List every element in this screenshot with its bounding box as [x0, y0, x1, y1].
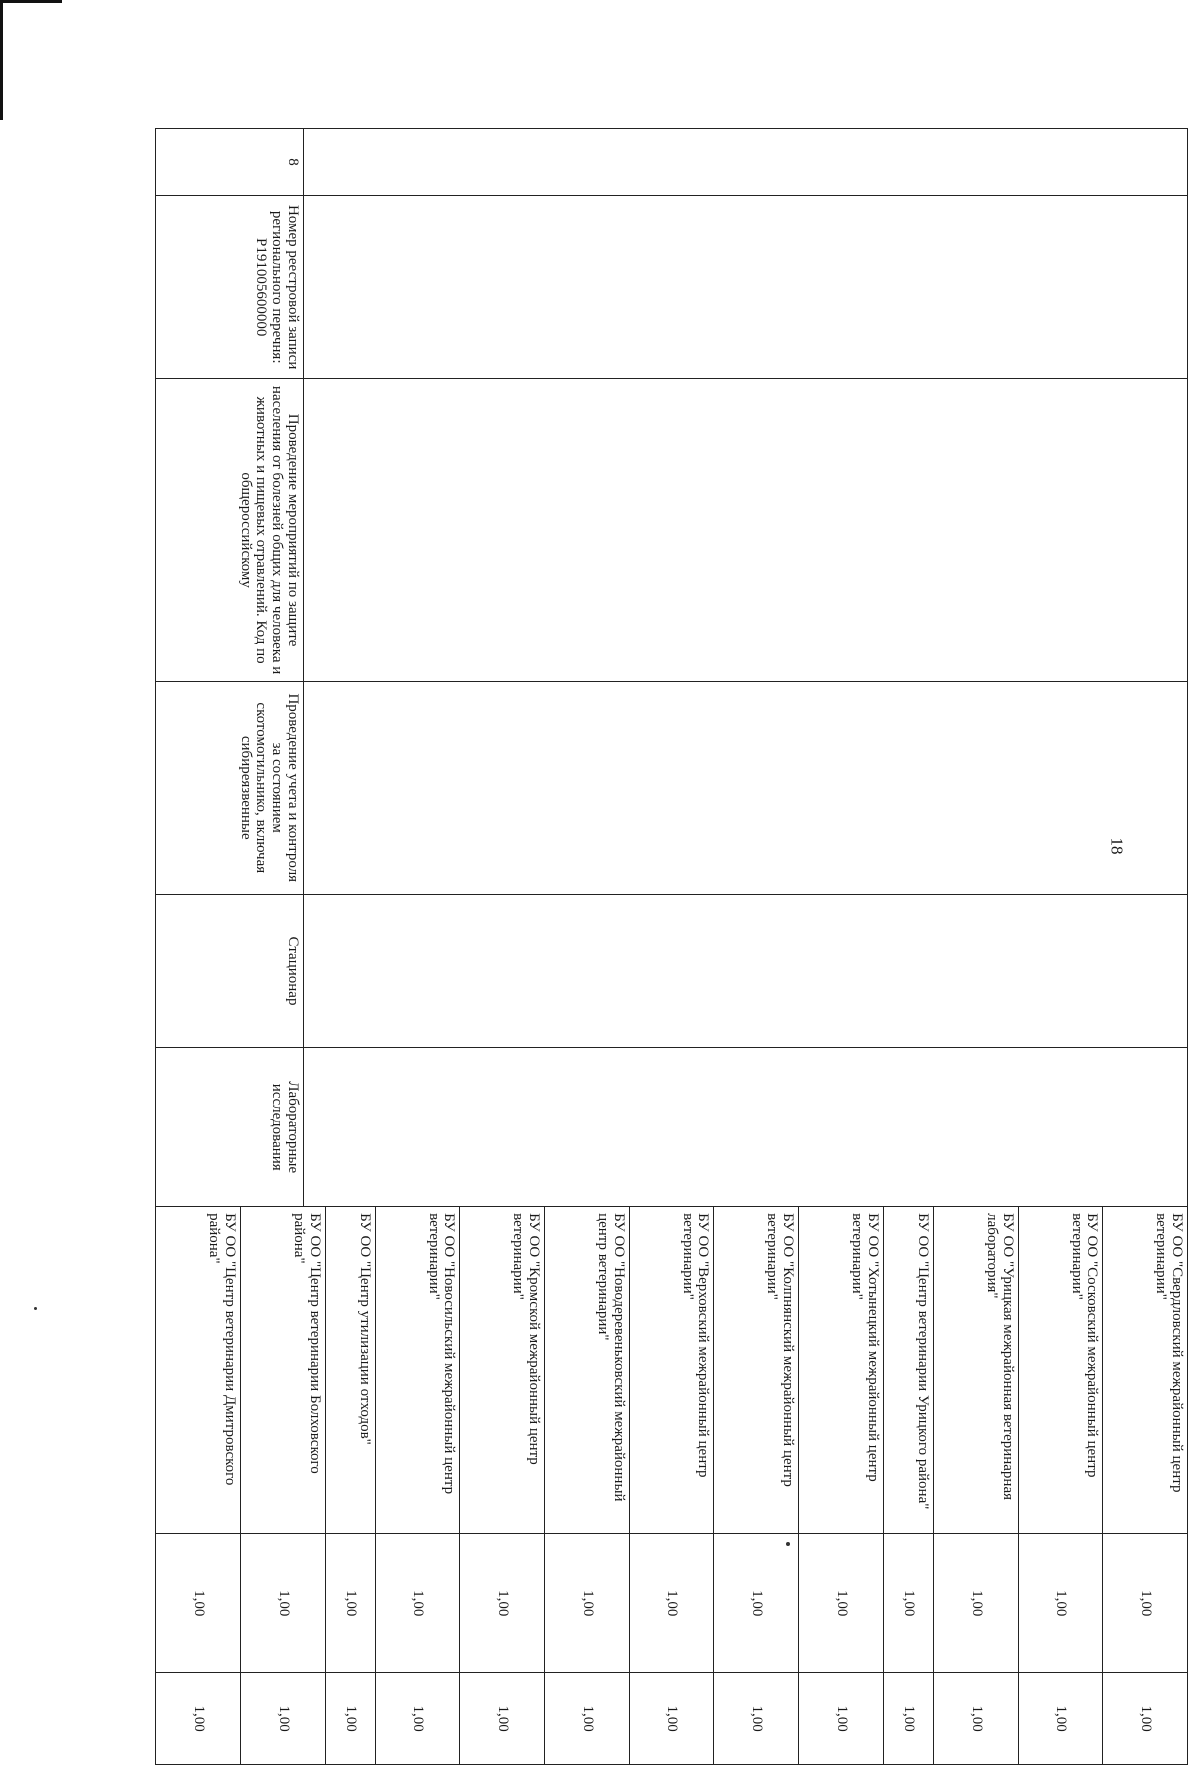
value-cell-1: 1,00 — [460, 1534, 545, 1673]
scan-corner-mark-horizontal — [0, 0, 62, 3]
value-cell-2: 1,00 — [629, 1673, 714, 1765]
value-cell-2: 1,00 — [545, 1673, 630, 1765]
organization-cell: БУ ОО "Центр утилизации отходов" — [325, 1207, 375, 1534]
organization-cell: БУ ОО "Верховский межрайонный центр ветеринарии" — [629, 1207, 714, 1534]
value-cell-1: 1,00 — [933, 1534, 1018, 1673]
value-cell-1: 1,00 — [545, 1534, 630, 1673]
value-cell-2: 1,00 — [714, 1673, 799, 1765]
scan-speck — [786, 1542, 790, 1546]
value-cell-1: 1,00 — [1018, 1534, 1103, 1673]
organization-cell: БУ ОО "Центр ветеринарии Болховского района" — [240, 1207, 325, 1534]
value-cell-2: 1,00 — [883, 1673, 933, 1765]
value-cell-1: 1,00 — [883, 1534, 933, 1673]
organization-cell: БУ ОО "Новодеревеньковский межрайонный центр ветеринарии" — [545, 1207, 630, 1534]
value-cell-2: 1,00 — [1103, 1673, 1188, 1765]
value-cell-1: 1,00 — [799, 1534, 884, 1673]
organization-cell: БУ ОО "Свердловский межрайонный центр ветеринарии" — [1103, 1207, 1188, 1534]
table-row — [1103, 129, 1188, 1765]
value-cell-1: 1,00 — [1103, 1534, 1188, 1673]
page-number: 18 — [1107, 837, 1127, 855]
value-cell-2: 1,00 — [375, 1673, 460, 1765]
registry-table — [155, 128, 1188, 1765]
organization-cell: БУ ОО "Новосильский межрайонный центр ветеринарии" — [375, 1207, 460, 1534]
organization-cell: БУ ОО "Центр ветеринарии Урицкого района" — [883, 1207, 933, 1534]
organization-cell: БУ ОО "Урицкая межрайонная ветеринарная лаборатория" — [933, 1207, 1018, 1534]
value-cell-1: 1,00 — [240, 1534, 325, 1673]
organization-cell: БУ ОО "Кромской межрайонный центр ветеринарии" — [460, 1207, 545, 1534]
rotated-table-container — [155, 128, 1188, 1765]
header-cell-6 — [156, 1048, 1188, 1207]
scan-corner-mark-vertical — [0, 0, 3, 120]
value-cell-2: 1,00 — [325, 1673, 375, 1765]
organization-cell: БУ ОО "Хотынецкий межрайонный центр ветеринарии" — [799, 1207, 884, 1534]
header-cell-3 — [156, 379, 1188, 682]
scan-speck — [34, 1307, 37, 1310]
header-cell-text: 8 — [285, 158, 301, 166]
header-cell-text: Проведение учета и контроля за состоянием скотомогильнико, включая сибиреязвенные — [237, 693, 301, 883]
header-cell-2 — [156, 196, 1188, 379]
organization-cell: БУ ОО "Центр ветеринарии Дмитровского района" — [156, 1207, 241, 1534]
value-cell-1: 1,00 — [156, 1534, 241, 1673]
header-cell-4 — [156, 681, 1188, 894]
organization-cell: БУ ОО "Колпнянский межрайонный центр ветеринарии" — [714, 1207, 799, 1534]
value-cell-2: 1,00 — [460, 1673, 545, 1765]
header-cell-5 — [156, 894, 1188, 1048]
value-cell-2: 1,00 — [1018, 1673, 1103, 1765]
value-cell-2: 1,00 — [933, 1673, 1018, 1765]
header-cell-text: Лабораторные исследования — [269, 1081, 301, 1174]
value-cell-2: 1,00 — [240, 1673, 325, 1765]
header-cell-1 — [156, 129, 1188, 196]
value-cell-1: 1,00 — [629, 1534, 714, 1673]
value-cell-1: 1,00 — [325, 1534, 375, 1673]
value-cell-1: 1,00 — [714, 1534, 799, 1673]
value-cell-1: 1,00 — [375, 1534, 460, 1673]
header-cell-text: Номер реестровой записи регионального перечня: Р191005600000 — [253, 204, 301, 370]
value-cell-2: 1,00 — [799, 1673, 884, 1765]
header-cell-text: Стационар — [285, 936, 301, 1006]
value-cell-2: 1,00 — [156, 1673, 241, 1765]
organization-cell: БУ ОО "Сосковский межрайонный центр ветеринарии" — [1018, 1207, 1103, 1534]
header-cell-text: Проведение мероприятий по защите населения от болезней общих для человека и животных и пищевых отравлений. Код по общероссийскому — [237, 385, 301, 675]
